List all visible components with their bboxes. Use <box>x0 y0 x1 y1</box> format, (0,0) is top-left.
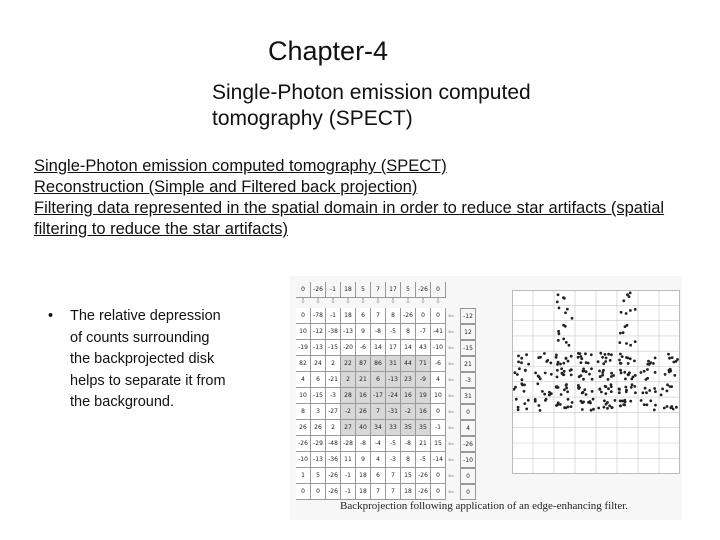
down-arrow-icon: ⇩ <box>330 297 336 305</box>
left-arrow-icon: ⇦ <box>448 344 454 352</box>
matrix-cell: -5 <box>386 436 401 452</box>
right-column-cell: -15 <box>460 340 476 356</box>
matrix-cell: 43 <box>416 340 431 356</box>
matrix-cell: -13 <box>311 452 326 468</box>
down-arrow-icon: ⇩ <box>435 297 441 305</box>
topic-links <box>34 156 694 240</box>
top-row-cell: 7 <box>371 282 386 298</box>
left-arrow-icon: ⇦ <box>448 472 454 480</box>
top-row-cell: -1 <box>326 282 341 298</box>
right-column-cell: -3 <box>460 372 476 388</box>
down-arrow-icon: ⇩ <box>390 297 396 305</box>
top-row-cell: 17 <box>386 282 401 298</box>
bullet-dot: • <box>48 308 54 324</box>
link-spect[interactable]: Single-Photon emission computed tomography (SPECT) <box>34 157 447 175</box>
matrix-cell: -1 <box>341 468 356 484</box>
figure-caption: Backprojection following application of an edge-enhancing filter. <box>340 500 629 512</box>
matrix-cell: 7 <box>371 308 386 324</box>
matrix-cell: -1 <box>341 484 356 500</box>
matrix-cell: -26 <box>326 484 341 500</box>
right-column-cell: 31 <box>460 388 476 404</box>
matrix-cell: -2 <box>341 404 356 420</box>
matrix-cell: -9 <box>416 372 431 388</box>
matrix-cell: 14 <box>371 340 386 356</box>
left-arrow-icon: ⇦ <box>448 456 454 464</box>
matrix-cell: 2 <box>326 356 341 372</box>
matrix-cell: -28 <box>341 436 356 452</box>
left-arrow-icon: ⇦ <box>448 488 454 496</box>
top-row-cell: 5 <box>401 282 416 298</box>
matrix-cell: 4 <box>431 372 446 388</box>
matrix-cell: 5 <box>311 468 326 484</box>
top-row-cell: 18 <box>341 282 356 298</box>
matrix-cell: 9 <box>356 324 371 340</box>
matrix-cell: 31 <box>386 356 401 372</box>
matrix-cell: -48 <box>326 436 341 452</box>
matrix-cell: -13 <box>386 372 401 388</box>
matrix-cell: 15 <box>401 468 416 484</box>
top-row-cell: 0 <box>431 282 446 298</box>
matrix-cell: 28 <box>341 388 356 404</box>
down-arrow-icon: ⇩ <box>420 297 426 305</box>
matrix-cell: -10 <box>431 340 446 356</box>
top-row-cell: -26 <box>416 282 431 298</box>
matrix-cell: -7 <box>416 324 431 340</box>
left-arrow-icon: ⇦ <box>448 376 454 384</box>
matrix-cell: 26 <box>356 404 371 420</box>
down-arrow-icon: ⇩ <box>360 297 366 305</box>
matrix-cell: 16 <box>401 388 416 404</box>
matrix-cell: 8 <box>401 324 416 340</box>
matrix-cell: 0 <box>431 404 446 420</box>
right-column-cell: 0 <box>460 468 476 484</box>
matrix-cell: -17 <box>371 388 386 404</box>
matrix-cell: -38 <box>326 324 341 340</box>
matrix-cell: 2 <box>341 372 356 388</box>
matrix-cell: 0 <box>296 308 311 324</box>
backprojected-image <box>512 290 680 474</box>
matrix-cell: 10 <box>431 388 446 404</box>
right-column-cell: -12 <box>460 308 476 324</box>
matrix-cell: 9 <box>356 452 371 468</box>
matrix-cell: 35 <box>401 420 416 436</box>
matrix-cell: 0 <box>296 484 311 500</box>
matrix-cell: 8 <box>386 308 401 324</box>
matrix-cell: 82 <box>296 356 311 372</box>
matrix-cell: -8 <box>356 436 371 452</box>
matrix-cell: 18 <box>341 308 356 324</box>
matrix-cell: -78 <box>311 308 326 324</box>
top-row-cell: -26 <box>311 282 326 298</box>
matrix-cell: 7 <box>386 484 401 500</box>
matrix-cell: 2 <box>326 420 341 436</box>
matrix-cell: -24 <box>386 388 401 404</box>
down-arrow-icon: ⇩ <box>300 297 306 305</box>
matrix-cell: 11 <box>341 452 356 468</box>
slide-title: Chapter-4 <box>268 36 389 66</box>
matrix-cell: 10 <box>296 388 311 404</box>
right-column-cell: -10 <box>460 452 476 468</box>
matrix-cell: 17 <box>386 340 401 356</box>
down-arrow-icon: ⇩ <box>405 297 411 305</box>
matrix-cell: -31 <box>386 404 401 420</box>
down-arrow-icon: ⇩ <box>345 297 351 305</box>
matrix-cell: 6 <box>371 372 386 388</box>
matrix-cell: -10 <box>296 452 311 468</box>
matrix-cell: 6 <box>371 468 386 484</box>
matrix-cell: 7 <box>371 404 386 420</box>
right-column-cell: -26 <box>460 436 476 452</box>
matrix-cell: 0 <box>416 308 431 324</box>
matrix-cell: 4 <box>371 452 386 468</box>
matrix-cell: -15 <box>311 388 326 404</box>
top-row-cell: 0 <box>296 282 311 298</box>
matrix-cell: -3 <box>386 452 401 468</box>
matrix-cell: 16 <box>416 404 431 420</box>
matrix-cell: -8 <box>401 436 416 452</box>
slide-subtitle: Single-Photon emission computed tomography (SPECT) <box>212 81 531 130</box>
matrix-cell: 40 <box>356 420 371 436</box>
right-column-cell: 21 <box>460 356 476 372</box>
matrix-cell: -1 <box>431 420 446 436</box>
matrix-cell: 35 <box>416 420 431 436</box>
matrix-cell: -5 <box>386 324 401 340</box>
matrix-cell: 14 <box>401 340 416 356</box>
matrix-cell: 15 <box>431 436 446 452</box>
left-arrow-icon: ⇦ <box>448 392 454 400</box>
matrix-cell: 7 <box>371 484 386 500</box>
matrix-cell: 18 <box>401 484 416 500</box>
matrix-cell: -13 <box>311 340 326 356</box>
matrix-cell: 33 <box>386 420 401 436</box>
matrix-cell: -26 <box>326 468 341 484</box>
left-arrow-icon: ⇦ <box>448 424 454 432</box>
link-reconstruction[interactable]: Reconstruction (Simple and Filtered back projection) <box>34 178 418 196</box>
matrix-cell: -19 <box>296 340 311 356</box>
matrix-cell: 0 <box>431 468 446 484</box>
matrix-cell: -1 <box>326 308 341 324</box>
matrix-cell: 34 <box>371 420 386 436</box>
left-arrow-icon: ⇦ <box>448 408 454 416</box>
matrix-cell: -6 <box>356 340 371 356</box>
matrix-cell: -26 <box>401 308 416 324</box>
matrix-cell: -20 <box>341 340 356 356</box>
matrix-cell: 22 <box>341 356 356 372</box>
matrix-cell: 8 <box>296 404 311 420</box>
backprojection-figure <box>290 276 682 520</box>
matrix-cell: 86 <box>371 356 386 372</box>
matrix-cell: 23 <box>401 372 416 388</box>
matrix-cell: 24 <box>311 356 326 372</box>
matrix-cell: 4 <box>296 372 311 388</box>
matrix-cell: -14 <box>431 452 446 468</box>
matrix-cell: 6 <box>311 372 326 388</box>
matrix-cell: -41 <box>431 324 446 340</box>
matrix-cell: -36 <box>326 452 341 468</box>
matrix-cell: 0 <box>431 308 446 324</box>
matrix-cell: -6 <box>431 356 446 372</box>
matrix-cell: 71 <box>416 356 431 372</box>
left-arrow-icon: ⇦ <box>448 360 454 368</box>
down-arrow-icon: ⇩ <box>315 297 321 305</box>
matrix-cell: -26 <box>296 436 311 452</box>
matrix-cell: -21 <box>326 372 341 388</box>
left-arrow-icon: ⇦ <box>448 440 454 448</box>
matrix-cell: 8 <box>401 452 416 468</box>
matrix-cell: 18 <box>356 468 371 484</box>
matrix-cell: 6 <box>356 308 371 324</box>
matrix-cell: -4 <box>371 436 386 452</box>
matrix-cell: 21 <box>356 372 371 388</box>
matrix-cell: -27 <box>326 404 341 420</box>
left-arrow-icon: ⇦ <box>448 328 454 336</box>
matrix-cell: 87 <box>356 356 371 372</box>
matrix-cell: -5 <box>416 452 431 468</box>
matrix-cell: 18 <box>356 484 371 500</box>
bullet-text: The relative depression of counts surrounding the backprojected disk helps to separate it from the background. <box>70 308 226 410</box>
matrix-cell: 1 <box>296 468 311 484</box>
matrix-cell: -3 <box>326 388 341 404</box>
right-column-cell: 12 <box>460 324 476 340</box>
matrix-cell: 27 <box>341 420 356 436</box>
matrix-cell: -13 <box>341 324 356 340</box>
top-row-cell: 5 <box>356 282 371 298</box>
matrix-cell: 3 <box>311 404 326 420</box>
matrix-cell: 26 <box>296 420 311 436</box>
matrix-cell: -26 <box>416 468 431 484</box>
matrix-cell: 19 <box>416 388 431 404</box>
image-grid <box>512 290 680 474</box>
left-arrow-icon: ⇦ <box>448 312 454 320</box>
matrix-cell: 44 <box>401 356 416 372</box>
matrix-cell: -15 <box>326 340 341 356</box>
matrix-cell: 16 <box>356 388 371 404</box>
matrix-cell: 0 <box>311 484 326 500</box>
matrix-cell: 7 <box>386 468 401 484</box>
matrix-cell: 10 <box>296 324 311 340</box>
matrix-cell: 0 <box>431 484 446 500</box>
matrix-cell: -8 <box>371 324 386 340</box>
matrix-cell: -12 <box>311 324 326 340</box>
right-column-cell: 4 <box>460 420 476 436</box>
matrix-cell: -29 <box>311 436 326 452</box>
right-column-cell: 0 <box>460 484 476 500</box>
right-column-cell: 0 <box>460 404 476 420</box>
link-filtering[interactable]: Filtering data represented in the spatial domain in order to reduce star artifacts (spatial filtering to reduce the star artifacts) <box>34 199 665 238</box>
matrix-cell: 26 <box>311 420 326 436</box>
down-arrow-icon: ⇩ <box>375 297 381 305</box>
matrix-cell: 21 <box>416 436 431 452</box>
matrix-cell: -2 <box>401 404 416 420</box>
matrix-cell: -26 <box>416 484 431 500</box>
